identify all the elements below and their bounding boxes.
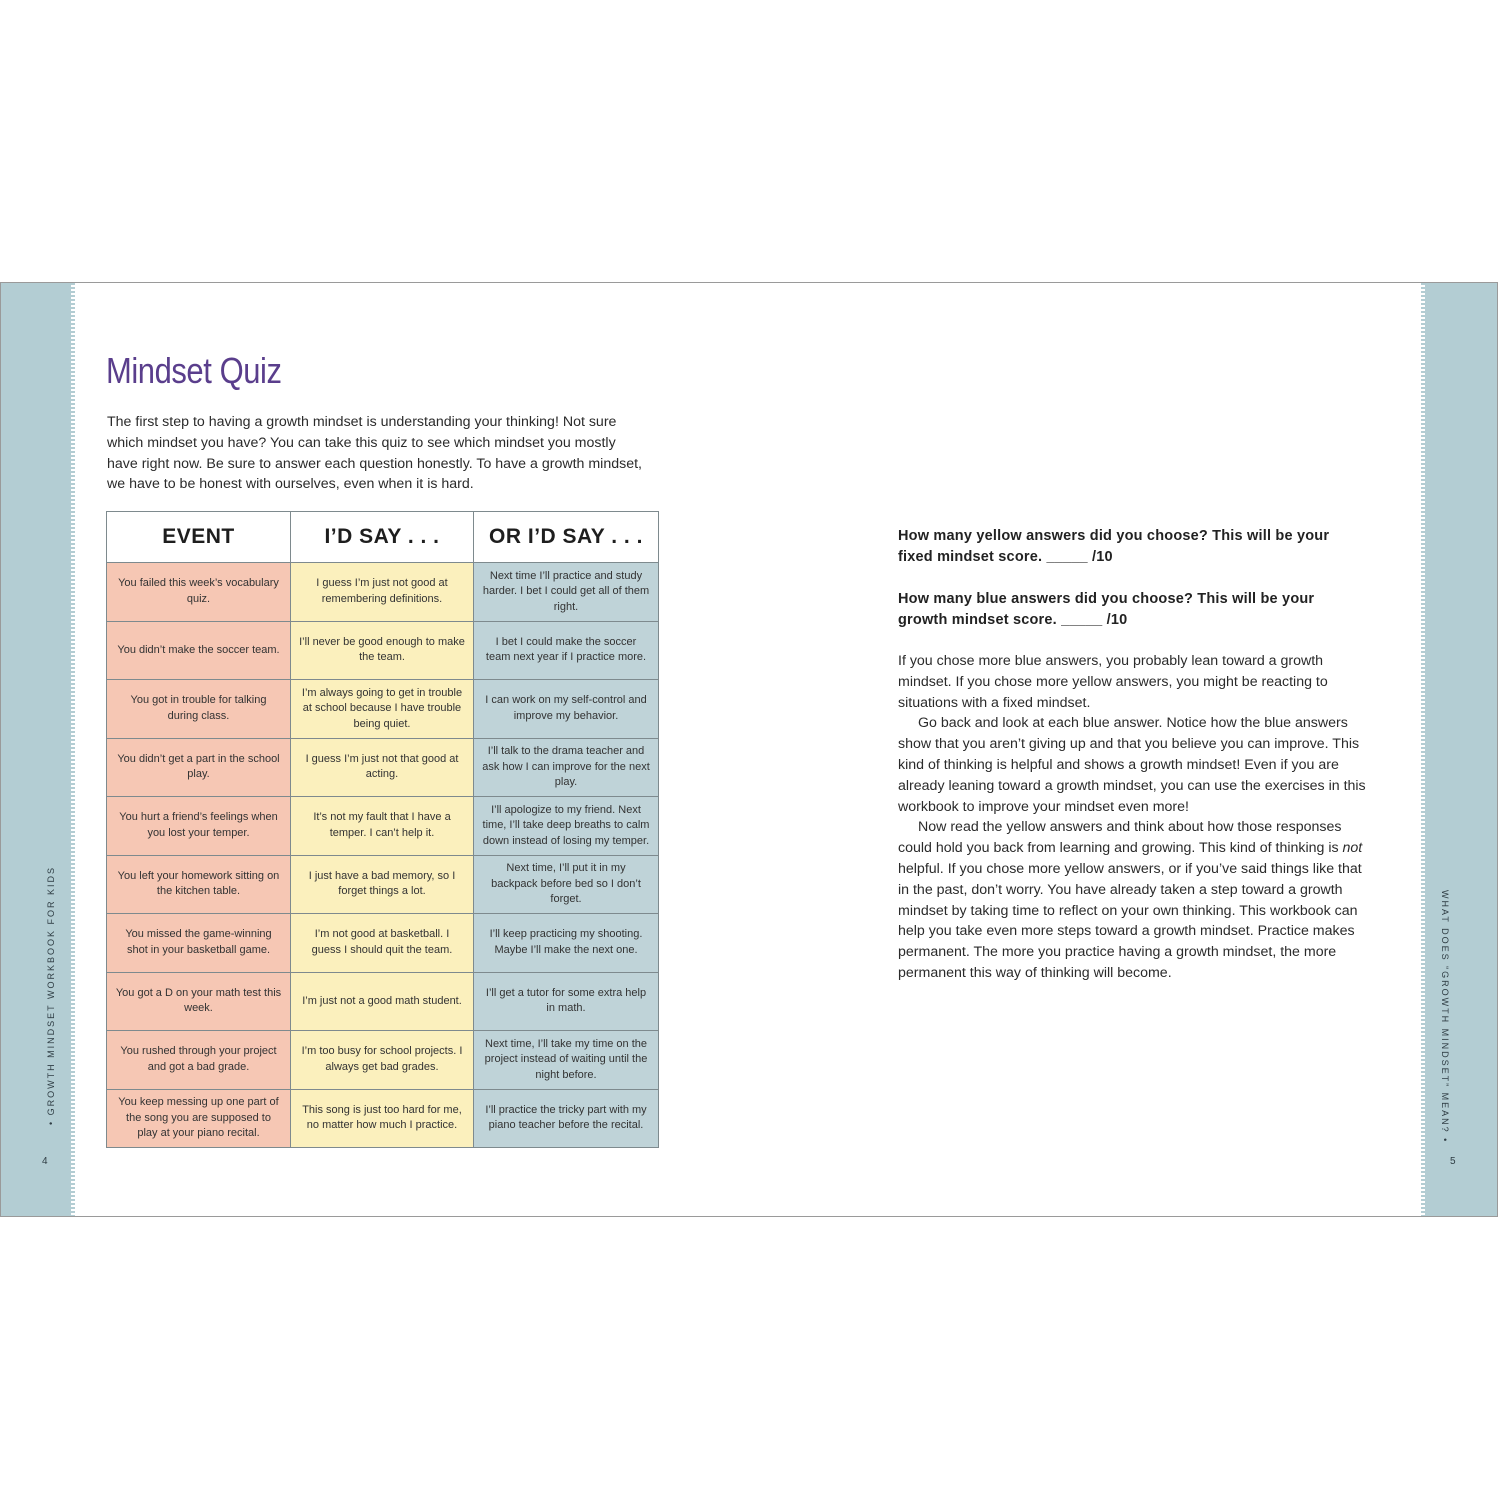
fixed-answer-cell: I guess I’m just not that good at acting.	[291, 738, 474, 797]
table-row	[107, 563, 659, 622]
page-title: Mindset Quiz	[106, 350, 282, 391]
page-number-right: 5	[1450, 1156, 1456, 1167]
event-cell: You got a D on your math test this week.	[107, 972, 291, 1031]
growth-answer-cell: I’ll keep practicing my shooting. Maybe I’ll make the next one.	[474, 914, 659, 973]
column-header-event: EVENT	[107, 512, 291, 563]
event-cell: You keep messing up one part of the song you are supposed to play at your piano recital.	[107, 1089, 291, 1148]
fixed-answer-cell: I just have a bad memory, so I forget things a lot.	[291, 855, 474, 914]
paragraph-3-start: Now read the yellow answers and think about how those responses could hold you back from learning and growing. This kind of thinking is	[898, 819, 1343, 857]
fixed-answer-cell: I’m not good at basketball. I guess I should quit the team.	[291, 914, 474, 973]
column-header-fixed: I’D SAY . . .	[291, 512, 474, 563]
event-cell: You didn’t make the soccer team.	[107, 621, 291, 680]
event-cell: You hurt a friend’s feelings when you lost your temper.	[107, 797, 291, 856]
fixed-answer-cell: I’m just not a good math student.	[291, 972, 474, 1031]
running-head-left: • GROWTH MINDSET WORKBOOK FOR KIDS	[46, 866, 56, 1125]
event-cell: You failed this week’s vocabulary quiz.	[107, 563, 291, 622]
table-row	[107, 1031, 659, 1090]
blue-score-question: How many blue answers did you choose? This will be your growth mindset score. _____ /10	[898, 591, 1315, 628]
growth-answer-cell: I bet I could make the soccer team next year if I practice more.	[474, 621, 659, 680]
growth-answer-cell: I can work on my self-control and improve my behavior.	[474, 680, 659, 739]
mindset-quiz-table	[106, 511, 659, 1148]
growth-answer-cell: Next time I’ll practice and study harder. I bet I could get all of them right.	[474, 563, 659, 622]
event-cell: You missed the game-winning shot in your basketball game.	[107, 914, 291, 973]
table-row	[107, 621, 659, 680]
paragraph-3-end: helpful. If you chose more yellow answers, or if you’ve said things like that in the past, don’t worry. You have already taken a step toward a growth mindset by taking time to reflect on your own thinking. This workbook can help you take even more steps toward a growth mindset. Practice makes permanent. The more you practice having a growth mindset, the more permanent this way of thinking will become.	[898, 860, 1362, 981]
explanation-text	[898, 651, 1368, 984]
table-row	[107, 914, 659, 973]
page-number-left: 4	[42, 1156, 48, 1167]
yellow-score-question: How many yellow answers did you choose? This will be your fixed mindset score. _____ /10	[898, 528, 1330, 565]
fixed-answer-cell: I’m always going to get in trouble at school because I have trouble being quiet.	[291, 680, 474, 739]
growth-answer-cell: I’ll practice the tricky part with my piano teacher before the recital.	[474, 1089, 659, 1148]
paragraph-2: Go back and look at each blue answer. Notice how the blue answers show that you aren’t giving up and that you believe you can improve. This kind of thinking is helpful and shows a growth mindset! Even if you are already leaning toward a growth mindset, you can use the exercises in this workbook to improve your mindset even more!	[898, 715, 1366, 815]
right-margin-band	[1425, 283, 1497, 1216]
growth-answer-cell: I’ll talk to the drama teacher and ask how I can improve for the next play.	[474, 738, 659, 797]
table-row	[107, 855, 659, 914]
table-header-row	[107, 512, 659, 563]
event-cell: You left your homework sitting on the kitchen table.	[107, 855, 291, 914]
fixed-answer-cell: This song is just too hard for me, no matter how much I practice.	[291, 1089, 474, 1148]
intro-paragraph: The first step to having a growth mindset is understanding your thinking! Not sure which mindset you have? You can take this quiz to see which mindset you mostly have right now. Be sure to answer each question honestly. To have a growth mindset, we have to be honest with ourselves, even when it is hard.	[107, 414, 642, 493]
table-row	[107, 680, 659, 739]
fixed-answer-cell: I’m too busy for school projects. I always get bad grades.	[291, 1031, 474, 1090]
score-questions	[898, 526, 1368, 631]
table-row	[107, 972, 659, 1031]
paragraph-3	[898, 817, 1368, 983]
left-margin-band	[1, 283, 71, 1216]
table-row	[107, 797, 659, 856]
event-cell: You got in trouble for talking during class.	[107, 680, 291, 739]
running-head-right: WHAT DOES “GROWTH MINDSET” MEAN? •	[1440, 890, 1450, 1144]
fixed-answer-cell: I guess I’m just not good at remembering definitions.	[291, 563, 474, 622]
growth-answer-cell: Next time, I’ll put it in my backpack before bed so I don’t forget.	[474, 855, 659, 914]
fixed-answer-cell: It’s not my fault that I have a temper. I can’t help it.	[291, 797, 474, 856]
emphasis-not: not	[1342, 840, 1363, 857]
event-cell: You didn’t get a part in the school play.	[107, 738, 291, 797]
fixed-answer-cell: I’ll never be good enough to make the team.	[291, 621, 474, 680]
event-cell: You rushed through your project and got a bad grade.	[107, 1031, 291, 1090]
growth-answer-cell: I’ll apologize to my friend. Next time, I’ll take deep breaths to calm down instead of losing my temper.	[474, 797, 659, 856]
growth-answer-cell: Next time, I’ll take my time on the project instead of waiting until the night before.	[474, 1031, 659, 1090]
growth-answer-cell: I’ll get a tutor for some extra help in math.	[474, 972, 659, 1031]
table-row	[107, 1089, 659, 1148]
paragraph-1: If you chose more blue answers, you probably lean toward a growth mindset. If you chose more yellow answers, you might be reacting to situations with a fixed mindset.	[898, 653, 1328, 711]
column-header-growth: OR I’D SAY . . .	[474, 512, 659, 563]
table-row	[107, 738, 659, 797]
